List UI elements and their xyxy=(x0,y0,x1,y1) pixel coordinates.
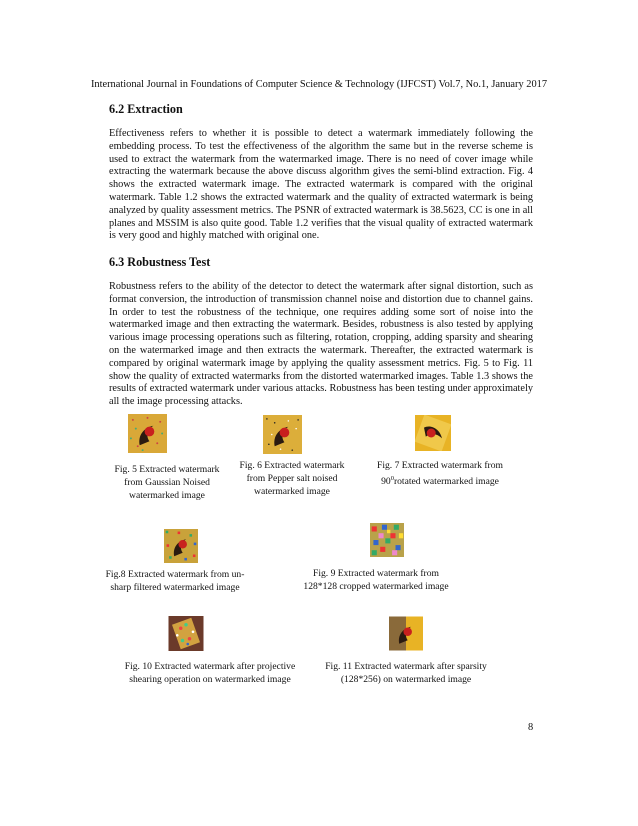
section-heading-robustness: 6.3 Robustness Test xyxy=(109,255,211,269)
journal-header: International Journal in Foundations of Computer Science & Technology (IJFCST) Vol.7, No.1, January 2017 xyxy=(90,79,548,90)
fig7-watermark-image xyxy=(415,415,451,451)
fig8-caption: Fig.8 Extracted watermark from un-sharp filtered watermarked image xyxy=(105,569,245,593)
page-number: 8 xyxy=(528,722,534,733)
fig11-caption: Fig. 11 Extracted watermark after sparsity (128*256) on watermarked image xyxy=(325,661,487,685)
fig6-caption: Fig. 6 Extracted watermark from Pepper salt noised watermarked image xyxy=(239,460,345,497)
fig5-watermark-image xyxy=(128,414,167,453)
fig9-caption: Fig. 9 Extracted watermark from 128*128 cropped watermarked image xyxy=(303,568,449,592)
fig9-watermark-image xyxy=(370,523,404,557)
section-heading-extraction: 6.2 Extraction xyxy=(109,102,183,116)
fig5-caption: Fig. 5 Extracted watermark from Gaussian Noised watermarked image xyxy=(114,464,220,501)
fig6-watermark-image xyxy=(263,415,302,454)
fig7-caption xyxy=(370,460,510,489)
robustness-paragraph: Robustness refers to the ability of the detector to detect the watermark after signal distortion, such as format conversion, the introduction of transmission channel noise and distortion due to channel gains. In order to test the robustness of the technique, one requires adding some sort of noise into the watermarked image and then extracting the watermark. Besides, robustness is also tested by applying various image processing operations such as filtering, rotation, cropping, adding sparsity and shearing on the watermarked image and then extracts the watermark. Thereafter, the extracted watermark is compared by original watermark image by applying the quality assessment metrics. Fig. 5 to Fig. 11 show the quality of extracted watermarks from the distorted watermarked images. Table 1.3 shows the results of extracted watermark under various attacks. Robustness has been testing under approximately all the image processing attacks. xyxy=(109,281,533,408)
fig10-watermark-image xyxy=(167,616,205,651)
fig8-watermark-image xyxy=(163,529,199,563)
fig10-caption: Fig. 10 Extracted watermark after projective shearing operation on watermarked image xyxy=(124,661,296,685)
fig7-caption-text: Fig. 7 Extracted watermark from 90 xyxy=(376,460,503,487)
extraction-paragraph: Effectiveness refers to whether it is possible to detect a watermark immediately following the embedding process. To test the effectiveness of the algorithm the same but in the reverse scheme is used to extract the watermark from the watermarked image. There is no need of cover image while extracting the watermark because the above discuss algorithm gives the semi-blind extraction. Fig. 4 shows the extracted watermark image. The extracted watermark is compared with the original watermark. Table 1.2 shows the extracted watermark and the quality of extracted watermark is being analyzed by quality assessment metrics. The PSNR of extracted watermark is 38.5623, CC is one in all planes and MSSIM is also quite good. Table 1.2 verifies that the visual quality of extracted watermark is very good and highly matched with original one. xyxy=(109,128,533,242)
fig11-watermark-image xyxy=(389,616,423,651)
fig7-caption-text-end: rotated watermarked image xyxy=(393,475,499,487)
fig7-degree-superscript: 0 xyxy=(390,474,394,482)
